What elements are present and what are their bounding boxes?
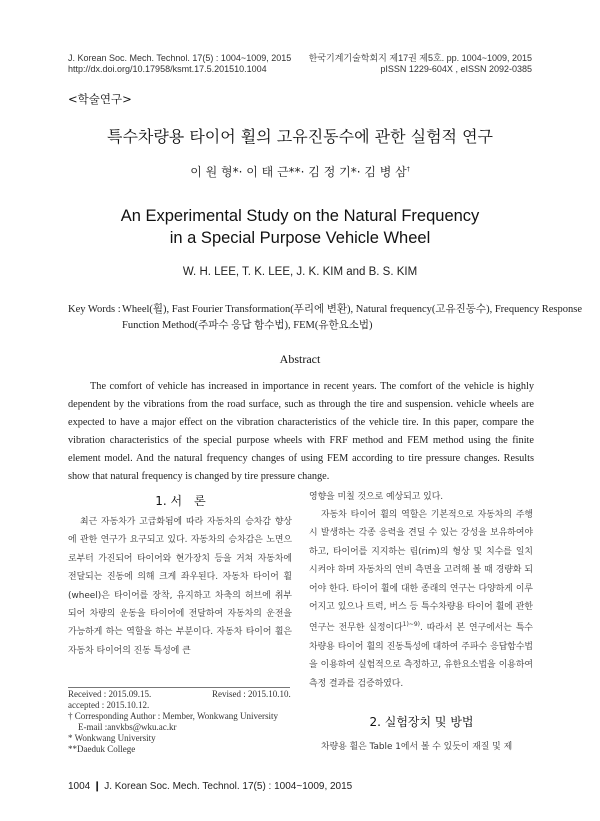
section2-text: 차량용 휠은 Table 1에서 볼 수 있듯이 재질 및 제: [321, 742, 513, 752]
keywords-line2: Function Method(주파수 응답 함수법), FEM(유한요소법): [122, 320, 373, 331]
page-footer: [68, 781, 352, 792]
keywords-line1: Wheel(휠), Fast Fourier Transformation(푸리에 변환), Natural frequency(고유진동수), Frequency Response: [122, 304, 583, 315]
authors-ko: [0, 163, 600, 180]
authors-ko-names: 이 원 형*· 이 태 근**· 김 정 기*· 김 병 삼: [190, 165, 407, 179]
accepted-date: accepted : 2015.10.12.: [68, 700, 150, 710]
keywords-label: Key Words :: [68, 304, 121, 315]
corresponding-dagger: †: [406, 166, 410, 173]
journal-citation: J. Korean Soc. Mech. Technol. 17(5) : 1004~1009, 2015: [68, 53, 292, 63]
right-para-2: [309, 506, 533, 693]
right-para-continuation: 영향을 미칠 것으로 예상되고 있다.: [309, 492, 444, 502]
para2-part1: 자동차 타이어 휠의 역할은 기본적으로 자동차의 주행 시 발생하는 각종 응력을 견딜 수 있는 강성을 보유하여야 하고, 타이어를 지지하는 림(rim)의 형상 및 치수를 일치시켜야 하며 자동차의 연비 측면을 고려해 볼 때 경량화 되어야 한다. 타이어 휠에 대한 종래의 연구는 다양하게 이루어지고 있으나 트럭, 버스 등 특수차량용 타이어 휠에 관한 연구는 전무한 실정이다: [309, 510, 533, 634]
email: E-mail :anvkbs@wku.ac.kr: [78, 722, 177, 732]
section1-text: 최근 자동차가 고급화됨에 따라 자동차의 승차감 향상에 관한 연구가 요구되고 있다. 자동차의 승차감은 노면으로부터 가진되어 타이어와 현가장치 등을 거쳐 자동차에 전달되는 진동에 의해 크게 좌우된다. 자동차 타이어 휠(wheel)은 타이어를 장착, 유지하고 차축의 허브에 취부되어 차량의 운동을 타이어에 전달하여 자동차의 운전을 가능하게 하는 역할을 하는 부분이다. 자동차 타이어 휠은 자동차 타이어의 진동 특성에 큰: [68, 517, 292, 656]
footnote-divider: [68, 687, 290, 688]
received-date: Received : 2015.09.15.: [68, 689, 152, 699]
journal-citation-ko: 한국기계기술학회지 제17권 제5호. pp. 1004~1009, 2015: [308, 53, 532, 63]
doi-link[interactable]: http://dx.doi.org/10.17958/ksmt.17.5.201510.1004: [68, 64, 267, 74]
para2-part2: . 따라서 본 연구에서는 특수차량용 타이어 휠의 진동특성에 대하여 주파수 응답함수법을 이용하여 실험적으로 측정하고, 유한요소법을 이용하여 측정 결과를 검증하였다.: [309, 623, 533, 689]
title-en-line1: An Experimental Study on the Natural Frequency: [120, 207, 480, 225]
reference-citation: 1)~9): [402, 621, 421, 629]
affiliation-1: * Wonkwang University: [68, 733, 156, 743]
abstract-heading: Abstract: [279, 352, 321, 366]
title-en-line2: in a Special Purpose Vehicle Wheel: [169, 229, 431, 247]
article-type: <학술연구>: [68, 92, 132, 106]
title-ko: 특수차량용 타이어 휠의 고유진동수에 관한 실험적 연구: [106, 127, 493, 146]
authors-en: W. H. LEE, T. K. LEE, J. K. KIM and B. S. KIM: [182, 266, 418, 278]
revised-date: Revised : 2015.10.10.: [212, 689, 291, 699]
affiliation-2: **Daeduk College: [68, 744, 136, 754]
footer-separator: ❙: [93, 781, 102, 792]
corresponding-author: † Corresponding Author : Member, Wonkwang University: [68, 711, 278, 721]
footer-journal: J. Korean Soc. Mech. Technol. 17(5) : 1004~1009, 2015: [104, 781, 353, 792]
page-number: 1004: [68, 781, 91, 792]
section2-heading: 2. 실험장치 및 방법: [369, 715, 474, 729]
section1-heading: 1. 서 론: [155, 494, 206, 508]
issn: pISSN 1229-604X , eISSN 2092-0385: [380, 64, 532, 74]
abstract-text: The comfort of vehicle has increased in importance in recent years. The comfort of the vehicle is highly dependent by the vibrations from the road surface, such as through the tire and suspension. vehicle wheels are expected to have a major effect on the vibration characteristics of the vehicle tire. In this paper, compare the vibration characteristics of the special purpose wheels with FRF method and FEM method using the finite element model. And the natural frequency changes of using FEM according to tire pressure changes. Results show that natural frequency is changed by tire pressure change.: [68, 381, 534, 482]
